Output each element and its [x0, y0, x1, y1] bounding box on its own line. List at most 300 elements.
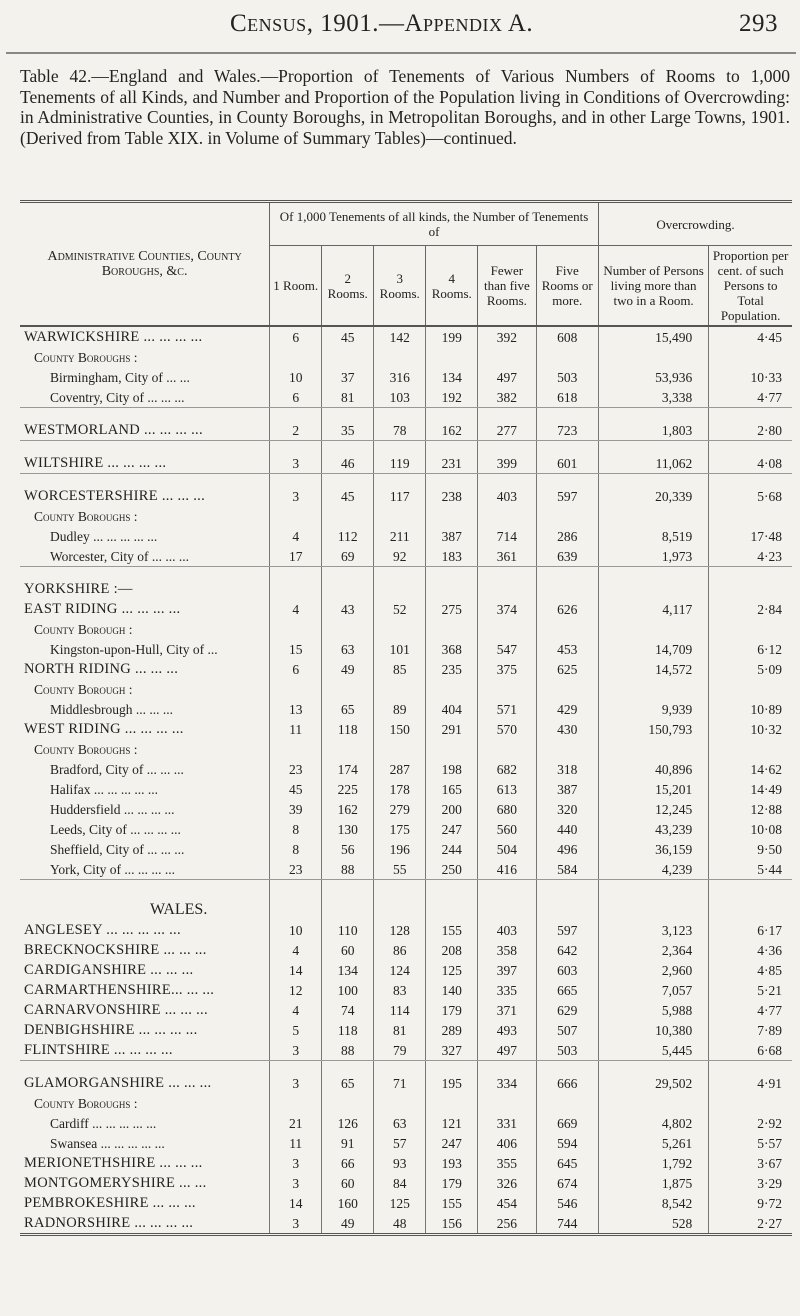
cell-one-room: 3	[270, 1040, 322, 1061]
cell-five-or-more	[536, 579, 598, 599]
cell-five-or-more: 546	[536, 1193, 598, 1213]
cell-fewer-than-five: 504	[478, 839, 536, 859]
cell-two-rooms: 66	[322, 1153, 374, 1173]
cell-one-room	[270, 506, 322, 526]
cell-three-rooms: 78	[374, 420, 426, 441]
cell-proportion	[709, 880, 792, 893]
cell-three-rooms: 63	[374, 1113, 426, 1133]
cell-proportion: 12·88	[709, 799, 792, 819]
cell-persons-overcrowded: 12,245	[598, 799, 708, 819]
cell-two-rooms: 65	[322, 1073, 374, 1093]
cell-two-rooms: 45	[322, 326, 374, 347]
table-row	[20, 506, 792, 526]
row-label: County Boroughs :	[34, 1096, 138, 1111]
cell-five-or-more: 666	[536, 1073, 598, 1093]
cell-two-rooms: 60	[322, 940, 374, 960]
cell-one-room: 6	[270, 326, 322, 347]
cell-four-rooms: 250	[426, 859, 478, 880]
cell-persons-overcrowded: 5,988	[598, 1000, 708, 1020]
cell-five-or-more: 629	[536, 1000, 598, 1020]
col-3-rooms: 3 Rooms.	[374, 246, 426, 327]
cell-four-rooms: 134	[426, 367, 478, 387]
cell-fewer-than-five: 682	[478, 759, 536, 779]
cell-fewer-than-five: 714	[478, 526, 536, 546]
cell-four-rooms: 179	[426, 1000, 478, 1020]
row-label	[20, 408, 270, 421]
cell-fewer-than-five	[478, 892, 536, 920]
cell-proportion: 4·85	[709, 960, 792, 980]
cell-proportion: 3·67	[709, 1153, 792, 1173]
cell-persons-overcrowded	[598, 347, 708, 367]
cell-proportion	[709, 579, 792, 599]
cell-three-rooms: 83	[374, 980, 426, 1000]
cell-fewer-than-five: 326	[478, 1173, 536, 1193]
cell-four-rooms: 140	[426, 980, 478, 1000]
cell-five-or-more: 286	[536, 526, 598, 546]
cell-fewer-than-five	[478, 506, 536, 526]
cell-proportion	[709, 347, 792, 367]
row-label: CARDIGANSHIRE ... ... ...	[24, 962, 194, 978]
cell-persons-overcrowded: 4,117	[598, 599, 708, 619]
row-label: County Boroughs :	[34, 350, 138, 365]
cell-two-rooms	[322, 474, 374, 487]
cell-five-or-more	[536, 1061, 598, 1074]
table-row	[20, 679, 792, 699]
cell-four-rooms: 193	[426, 1153, 478, 1173]
cell-four-rooms: 247	[426, 1133, 478, 1153]
cell-three-rooms: 124	[374, 960, 426, 980]
table-row	[20, 599, 792, 619]
cell-five-or-more: 597	[536, 920, 598, 940]
cell-proportion	[709, 567, 792, 580]
area-header: Administrative Counties, County Boroughs, &c.	[20, 202, 270, 327]
cell-five-or-more: 429	[536, 699, 598, 719]
cell-three-rooms: 57	[374, 1133, 426, 1153]
cell-five-or-more: 639	[536, 546, 598, 567]
cell-persons-overcrowded: 8,519	[598, 526, 708, 546]
cell-four-rooms: 368	[426, 639, 478, 659]
cell-two-rooms: 112	[322, 526, 374, 546]
row-label: ANGLESEY ... ... ... ... ...	[24, 922, 181, 938]
cell-fewer-than-five	[478, 679, 536, 699]
cell-fewer-than-five: 613	[478, 779, 536, 799]
cell-four-rooms	[426, 619, 478, 639]
cell-one-room	[270, 474, 322, 487]
cell-proportion: 4·08	[709, 453, 792, 474]
cell-one-room	[270, 892, 322, 920]
cell-four-rooms: 238	[426, 486, 478, 506]
cell-two-rooms	[322, 347, 374, 367]
cell-two-rooms	[322, 739, 374, 759]
table-row	[20, 699, 792, 719]
cell-fewer-than-five: 361	[478, 546, 536, 567]
cell-one-room: 3	[270, 486, 322, 506]
cell-four-rooms: 244	[426, 839, 478, 859]
cell-three-rooms: 142	[374, 326, 426, 347]
cell-four-rooms: 289	[426, 1020, 478, 1040]
row-label: County Borough :	[34, 622, 133, 637]
cell-two-rooms: 43	[322, 599, 374, 619]
cell-one-room: 2	[270, 420, 322, 441]
cell-four-rooms: 125	[426, 960, 478, 980]
cell-persons-overcrowded: 7,057	[598, 980, 708, 1000]
cell-one-room: 6	[270, 387, 322, 408]
cell-fewer-than-five: 399	[478, 453, 536, 474]
cell-three-rooms: 85	[374, 659, 426, 679]
cell-two-rooms	[322, 619, 374, 639]
cell-three-rooms	[374, 474, 426, 487]
table-row	[20, 1173, 792, 1193]
cell-one-room	[270, 579, 322, 599]
cell-three-rooms: 101	[374, 639, 426, 659]
cell-fewer-than-five: 331	[478, 1113, 536, 1133]
row-label: FLINTSHIRE ... ... ... ...	[20, 1040, 270, 1061]
cell-fewer-than-five: 416	[478, 859, 536, 880]
cell-one-room	[270, 1061, 322, 1074]
cell-four-rooms: 121	[426, 1113, 478, 1133]
table-row	[20, 859, 792, 880]
cell-persons-overcrowded: 2,960	[598, 960, 708, 980]
cell-five-or-more: 597	[536, 486, 598, 506]
row-label: Swansea ... ... ... ... ...	[50, 1136, 165, 1151]
spacer-row	[20, 474, 792, 487]
cell-proportion: 14·62	[709, 759, 792, 779]
cell-three-rooms: 279	[374, 799, 426, 819]
cell-two-rooms: 63	[322, 639, 374, 659]
cell-two-rooms: 46	[322, 453, 374, 474]
cell-three-rooms: 48	[374, 1213, 426, 1235]
row-label: County Boroughs :	[34, 742, 138, 757]
cell-four-rooms: 387	[426, 526, 478, 546]
row-label: Dudley ... ... ... ... ...	[50, 529, 158, 544]
cell-persons-overcrowded: 14,572	[598, 659, 708, 679]
cell-four-rooms	[426, 506, 478, 526]
cell-four-rooms: 231	[426, 453, 478, 474]
col-fewer-than-five: Fewer than five Rooms.	[478, 246, 536, 327]
table-row	[20, 453, 792, 474]
table-row	[20, 1000, 792, 1020]
cell-persons-overcrowded	[598, 1061, 708, 1074]
cell-proportion: 7·89	[709, 1020, 792, 1040]
cell-fewer-than-five	[478, 579, 536, 599]
row-label: Huddersfield ... ... ... ...	[50, 802, 175, 817]
row-label: Worcester, City of ... ... ...	[20, 546, 270, 567]
spacer-row	[20, 880, 792, 893]
cell-proportion: 5·57	[709, 1133, 792, 1153]
cell-four-rooms: 199	[426, 326, 478, 347]
cell-five-or-more	[536, 408, 598, 421]
cell-three-rooms: 84	[374, 1173, 426, 1193]
cell-two-rooms: 74	[322, 1000, 374, 1020]
table-row	[20, 387, 792, 408]
row-label: York, City of ... ... ... ...	[20, 859, 270, 880]
cell-two-rooms: 118	[322, 1020, 374, 1040]
table-row	[20, 659, 792, 679]
cell-one-room	[270, 619, 322, 639]
cell-one-room	[270, 441, 322, 454]
cell-three-rooms: 287	[374, 759, 426, 779]
cell-one-room: 8	[270, 839, 322, 859]
table-row	[20, 639, 792, 659]
cell-three-rooms	[374, 739, 426, 759]
cell-one-room: 39	[270, 799, 322, 819]
col-persons: Number of Persons living more than two in a Room.	[598, 246, 708, 327]
table-row	[20, 619, 792, 639]
cell-four-rooms: 200	[426, 799, 478, 819]
cell-fewer-than-five: 375	[478, 659, 536, 679]
cell-four-rooms: 195	[426, 1073, 478, 1093]
cell-five-or-more	[536, 1093, 598, 1113]
cell-five-or-more: 626	[536, 599, 598, 619]
cell-five-or-more	[536, 892, 598, 920]
cell-persons-overcrowded	[598, 892, 708, 920]
cell-three-rooms	[374, 567, 426, 580]
cell-five-or-more	[536, 441, 598, 454]
cell-three-rooms: 150	[374, 719, 426, 739]
cell-fewer-than-five	[478, 441, 536, 454]
row-label: Kingston-upon-Hull, City of ...	[50, 642, 218, 657]
cell-five-or-more: 608	[536, 326, 598, 347]
cell-proportion: 5·44	[709, 859, 792, 880]
cell-four-rooms	[426, 567, 478, 580]
cell-proportion: 2·80	[709, 420, 792, 441]
cell-two-rooms: 118	[322, 719, 374, 739]
cell-one-room	[270, 880, 322, 893]
table-row	[20, 1153, 792, 1173]
cell-three-rooms: 128	[374, 920, 426, 940]
table-row	[20, 980, 792, 1000]
row-label: Birmingham, City of ... ...	[50, 370, 190, 385]
running-head	[230, 6, 790, 42]
cell-three-rooms: 71	[374, 1073, 426, 1093]
cell-five-or-more: 318	[536, 759, 598, 779]
cell-three-rooms: 79	[374, 1040, 426, 1061]
cell-persons-overcrowded: 5,261	[598, 1133, 708, 1153]
cell-five-or-more: 507	[536, 1020, 598, 1040]
cell-fewer-than-five: 355	[478, 1153, 536, 1173]
cell-persons-overcrowded: 1,792	[598, 1153, 708, 1173]
cell-proportion: 17·48	[709, 526, 792, 546]
cell-three-rooms: 211	[374, 526, 426, 546]
cell-fewer-than-five: 497	[478, 367, 536, 387]
cell-five-or-more: 603	[536, 960, 598, 980]
cell-one-room: 3	[270, 1073, 322, 1093]
cell-five-or-more: 723	[536, 420, 598, 441]
cell-proportion: 4·77	[709, 1000, 792, 1020]
tenements-group-header: Of 1,000 Tenements of all kinds, the Number of Tenements of	[270, 202, 599, 246]
cell-proportion: 6·68	[709, 1040, 792, 1061]
cell-five-or-more: 503	[536, 1040, 598, 1061]
cell-persons-overcrowded: 1,875	[598, 1173, 708, 1193]
cell-three-rooms	[374, 441, 426, 454]
cell-one-room: 8	[270, 819, 322, 839]
cell-persons-overcrowded: 10,380	[598, 1020, 708, 1040]
cell-four-rooms	[426, 892, 478, 920]
cell-fewer-than-five	[478, 347, 536, 367]
table-row	[20, 1213, 792, 1235]
cell-fewer-than-five: 371	[478, 1000, 536, 1020]
cell-five-or-more: 453	[536, 639, 598, 659]
cell-three-rooms: 125	[374, 1193, 426, 1213]
row-label: NORTH RIDING ... ... ...	[24, 661, 179, 677]
cell-proportion	[709, 1061, 792, 1074]
cell-fewer-than-five	[478, 567, 536, 580]
page-number: 293	[739, 10, 778, 37]
table-row	[20, 719, 792, 739]
row-label	[20, 441, 270, 454]
table-row	[20, 1193, 792, 1213]
table-row	[20, 839, 792, 859]
cell-persons-overcrowded: 43,239	[598, 819, 708, 839]
cell-one-room: 4	[270, 526, 322, 546]
cell-proportion: 9·50	[709, 839, 792, 859]
cell-two-rooms: 60	[322, 1173, 374, 1193]
cell-persons-overcrowded: 4,239	[598, 859, 708, 880]
cell-proportion	[709, 1093, 792, 1113]
cell-fewer-than-five: 392	[478, 326, 536, 347]
row-label: BRECKNOCKSHIRE ... ... ...	[24, 942, 207, 958]
col-4-rooms: 4 Rooms.	[426, 246, 478, 327]
cell-proportion: 4·91	[709, 1073, 792, 1093]
cell-three-rooms	[374, 892, 426, 920]
table-row	[20, 799, 792, 819]
table-row	[20, 739, 792, 759]
cell-three-rooms: 89	[374, 699, 426, 719]
cell-fewer-than-five: 680	[478, 799, 536, 819]
cell-four-rooms: 247	[426, 819, 478, 839]
cell-four-rooms: 327	[426, 1040, 478, 1061]
cell-persons-overcrowded: 150,793	[598, 719, 708, 739]
cell-two-rooms	[322, 441, 374, 454]
row-label: GLAMORGANSHIRE ... ... ...	[24, 1075, 212, 1091]
cell-one-room: 10	[270, 920, 322, 940]
cell-persons-overcrowded: 3,123	[598, 920, 708, 940]
cell-one-room	[270, 739, 322, 759]
cell-fewer-than-five: 397	[478, 960, 536, 980]
cell-fewer-than-five: 256	[478, 1213, 536, 1235]
cell-persons-overcrowded	[598, 441, 708, 454]
cell-five-or-more: 430	[536, 719, 598, 739]
cell-two-rooms: 81	[322, 387, 374, 408]
cell-persons-overcrowded: 5,445	[598, 1040, 708, 1061]
row-label: WILTSHIRE ... ... ... ...	[20, 453, 270, 474]
cell-persons-overcrowded: 4,802	[598, 1113, 708, 1133]
cell-one-room	[270, 1093, 322, 1113]
cell-four-rooms: 162	[426, 420, 478, 441]
table-row	[20, 1093, 792, 1113]
cell-three-rooms: 175	[374, 819, 426, 839]
cell-one-room: 11	[270, 719, 322, 739]
cell-one-room: 45	[270, 779, 322, 799]
cell-two-rooms: 49	[322, 1213, 374, 1235]
row-label: Cardiff ... ... ... ... ...	[50, 1116, 157, 1131]
cell-persons-overcrowded	[598, 408, 708, 421]
cell-proportion	[709, 506, 792, 526]
cell-two-rooms: 49	[322, 659, 374, 679]
row-label: WORCESTERSHIRE ... ... ...	[24, 488, 205, 504]
row-label: WALES.	[150, 901, 208, 918]
table-row	[20, 779, 792, 799]
cell-two-rooms: 91	[322, 1133, 374, 1153]
table-row	[20, 1073, 792, 1093]
cell-two-rooms	[322, 567, 374, 580]
cell-five-or-more: 320	[536, 799, 598, 819]
cell-fewer-than-five	[478, 619, 536, 639]
cell-proportion: 10·33	[709, 367, 792, 387]
cell-proportion	[709, 739, 792, 759]
cell-proportion: 3·29	[709, 1173, 792, 1193]
cell-fewer-than-five	[478, 880, 536, 893]
cell-persons-overcrowded: 15,201	[598, 779, 708, 799]
cell-one-room	[270, 679, 322, 699]
cell-persons-overcrowded: 53,936	[598, 367, 708, 387]
cell-three-rooms	[374, 679, 426, 699]
cell-proportion: 10·89	[709, 699, 792, 719]
cell-four-rooms: 275	[426, 599, 478, 619]
cell-four-rooms	[426, 579, 478, 599]
cell-four-rooms	[426, 408, 478, 421]
cell-fewer-than-five: 334	[478, 1073, 536, 1093]
cell-fewer-than-five: 403	[478, 486, 536, 506]
row-label	[20, 1061, 270, 1074]
cell-three-rooms: 316	[374, 367, 426, 387]
table-row	[20, 920, 792, 940]
cell-one-room	[270, 408, 322, 421]
cell-one-room: 4	[270, 599, 322, 619]
cell-three-rooms: 119	[374, 453, 426, 474]
row-label: Bradford, City of ... ... ...	[50, 762, 184, 777]
cell-proportion	[709, 679, 792, 699]
cell-three-rooms: 92	[374, 546, 426, 567]
cell-five-or-more: 744	[536, 1213, 598, 1235]
cell-fewer-than-five: 403	[478, 920, 536, 940]
cell-proportion: 4·77	[709, 387, 792, 408]
cell-five-or-more: 440	[536, 819, 598, 839]
row-label: WEST RIDING ... ... ... ...	[24, 721, 184, 737]
cell-five-or-more: 674	[536, 1173, 598, 1193]
cell-persons-overcrowded	[598, 679, 708, 699]
cell-persons-overcrowded: 1,803	[598, 420, 708, 441]
cell-proportion: 2·92	[709, 1113, 792, 1133]
cell-proportion: 6·12	[709, 639, 792, 659]
cell-fewer-than-five: 406	[478, 1133, 536, 1153]
cell-four-rooms	[426, 474, 478, 487]
cell-two-rooms	[322, 892, 374, 920]
cell-five-or-more: 594	[536, 1133, 598, 1153]
cell-four-rooms	[426, 880, 478, 893]
cell-fewer-than-five	[478, 1093, 536, 1113]
cell-persons-overcrowded	[598, 579, 708, 599]
cell-fewer-than-five	[478, 739, 536, 759]
cell-fewer-than-five: 497	[478, 1040, 536, 1061]
cell-two-rooms: 174	[322, 759, 374, 779]
cell-persons-overcrowded: 40,896	[598, 759, 708, 779]
cell-persons-overcrowded: 15,490	[598, 326, 708, 347]
cell-fewer-than-five: 374	[478, 599, 536, 619]
cell-four-rooms: 156	[426, 1213, 478, 1235]
cell-two-rooms: 88	[322, 859, 374, 880]
cell-persons-overcrowded: 1,973	[598, 546, 708, 567]
table-row	[20, 1020, 792, 1040]
cell-three-rooms	[374, 1093, 426, 1113]
cell-four-rooms: 404	[426, 699, 478, 719]
cell-persons-overcrowded: 528	[598, 1213, 708, 1235]
row-label: Sheffield, City of ... ... ...	[50, 842, 185, 857]
top-rule	[6, 52, 796, 54]
row-label	[20, 880, 270, 893]
row-label: DENBIGHSHIRE ... ... ... ...	[24, 1022, 198, 1038]
table-row	[20, 1040, 792, 1061]
